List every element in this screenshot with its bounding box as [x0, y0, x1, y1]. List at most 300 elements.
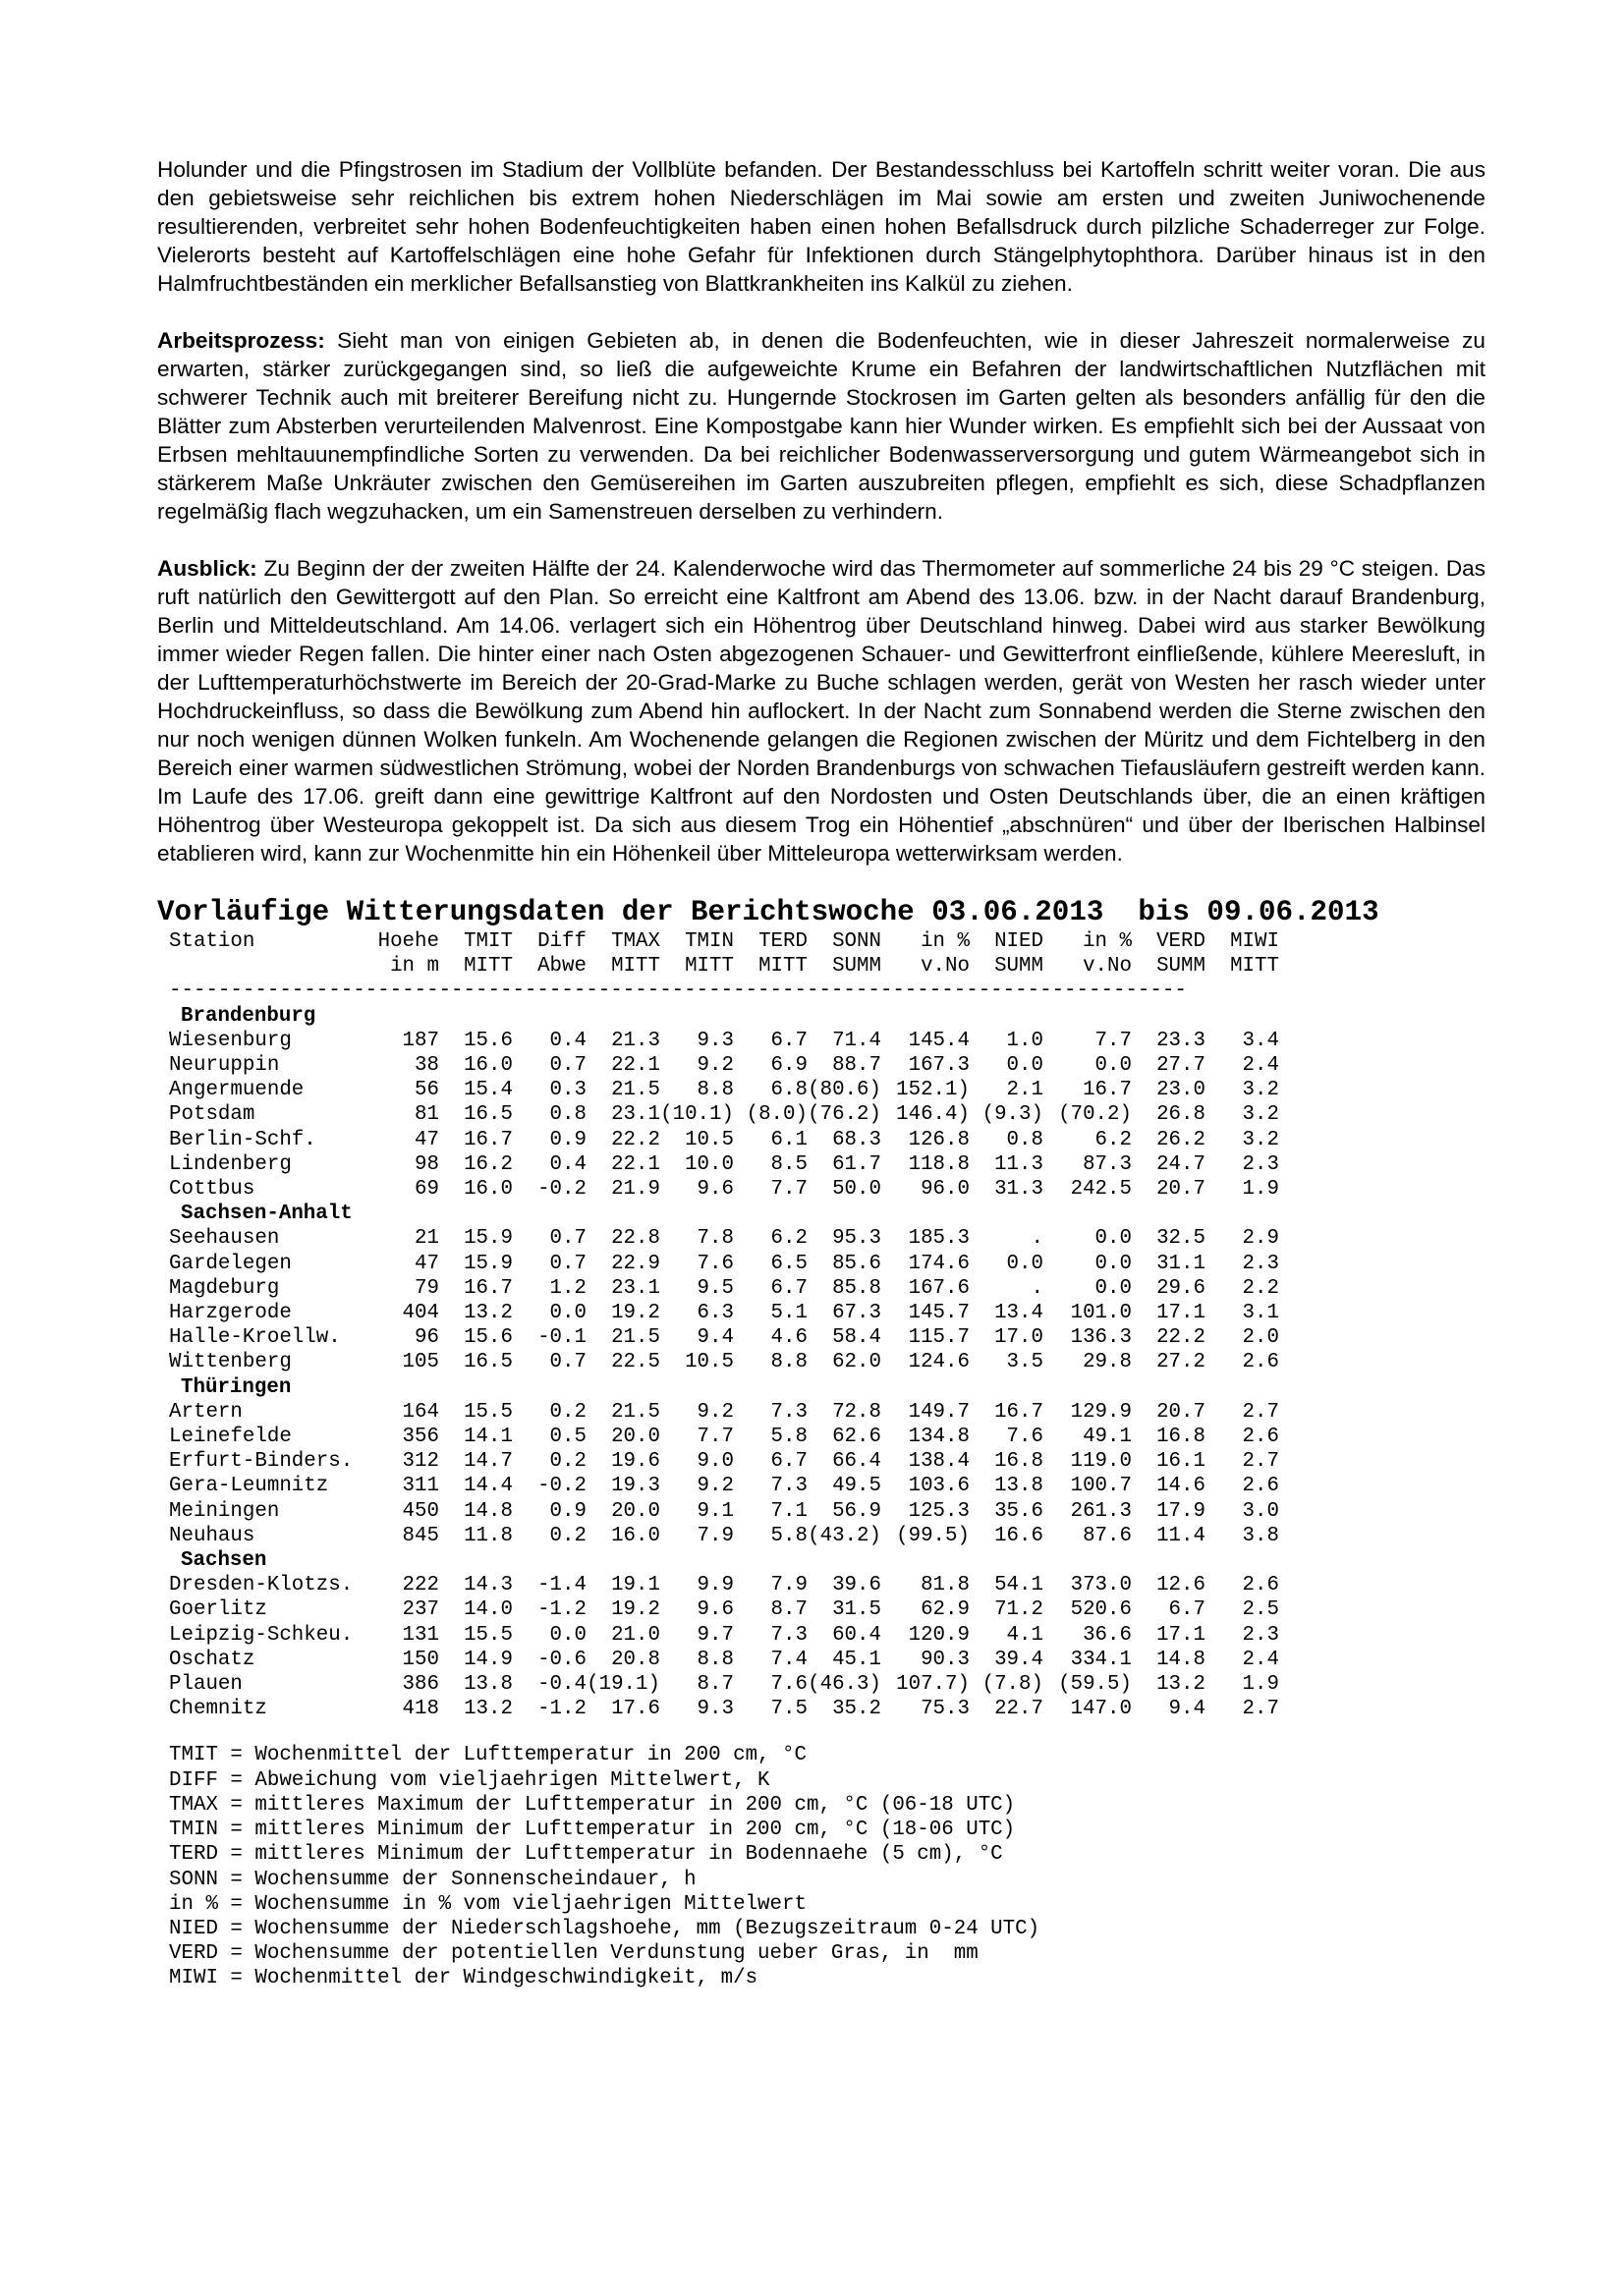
table-cell: 5.8 [770, 1426, 808, 1449]
table-cell: 9.0 [697, 1450, 734, 1474]
table-cell: 115.7 [908, 1326, 970, 1350]
table-cell: 131 [402, 1623, 439, 1647]
table-cell: 60.4 [832, 1623, 881, 1647]
region-name: Thüringen [181, 1375, 292, 1399]
table-cell: 6.3 [697, 1302, 734, 1325]
table-cell: 0.7 [549, 1252, 587, 1275]
table-cell: 2.0 [1242, 1326, 1279, 1350]
table-cell: 16.0 [464, 1054, 513, 1077]
table-cell: 22.2 [1156, 1326, 1205, 1350]
station-name: Wiesenburg [169, 1029, 292, 1052]
table-cell: 66.4 [832, 1450, 881, 1474]
table-cell: 13.4 [994, 1302, 1043, 1325]
table-cell: 126.8 [908, 1128, 970, 1151]
table-row [169, 1325, 1279, 1350]
station-name: Halle-Kroellw. [169, 1326, 341, 1350]
table-cell: 2.3 [1242, 1252, 1279, 1275]
table-cell: 39.6 [832, 1574, 881, 1597]
column-header: SUMM [994, 955, 1043, 979]
column-header: TMIT [464, 930, 513, 953]
table-cell: 75.3 [921, 1698, 970, 1721]
table-cell: 20.0 [611, 1426, 660, 1449]
station-name: Leipzig-Schkeu. [169, 1623, 354, 1647]
column-header: in % [921, 930, 970, 953]
table-cell: 36.6 [1083, 1623, 1132, 1647]
table-cell: 9.4 [697, 1326, 734, 1350]
station-name: Goerlitz [169, 1598, 267, 1622]
table-cell: 237 [402, 1598, 439, 1622]
table-cell: 312 [402, 1450, 439, 1474]
legend-item: DIFF = Abweichung vom vieljaehrigen Mittelwert, K [169, 1768, 770, 1792]
table-cell: 7.3 [770, 1400, 808, 1424]
table-cell: 2.6 [1242, 1475, 1279, 1498]
table-cell: 27.7 [1156, 1054, 1205, 1077]
table-cell: 16.5 [464, 1351, 513, 1374]
table-cell: 16.7 [464, 1276, 513, 1300]
table-cell: 185.3 [908, 1227, 970, 1251]
column-header: VERD [1156, 930, 1205, 953]
table-cell: 23.0 [1156, 1079, 1205, 1102]
table-cell: 0.4 [549, 1029, 587, 1052]
table-cell: 0.7 [549, 1227, 587, 1251]
column-header: Station [169, 930, 255, 953]
table-cell: 49.1 [1083, 1426, 1132, 1449]
document-page [157, 155, 1485, 1991]
table-cell: 6.7 [770, 1450, 808, 1474]
table-cell: 96.0 [921, 1178, 970, 1202]
table-cell: 0.0 [1094, 1227, 1132, 1251]
table-cell: 2.1 [1006, 1079, 1043, 1102]
table-cell: 68.3 [832, 1128, 881, 1151]
table-cell: 7.6 [770, 1673, 808, 1697]
region-name: Sachsen-Anhalt [181, 1203, 353, 1226]
table-row [169, 1648, 1279, 1672]
table-cell: 15.5 [464, 1400, 513, 1424]
table-cell: 19.1 [611, 1574, 660, 1597]
column-header: NIED [994, 930, 1043, 953]
station-name: Cottbus [169, 1178, 255, 1202]
table-cell: 6.1 [770, 1128, 808, 1151]
table-cell: 26.2 [1156, 1128, 1205, 1151]
table-cell: 152.1) [896, 1079, 970, 1102]
table-cell: 20.0 [611, 1499, 660, 1523]
table-cell: 0.3 [549, 1079, 587, 1102]
table-cell: (9.3) [981, 1103, 1043, 1127]
table-cell: 9.7 [697, 1623, 734, 1647]
table-cell: 7.7 [770, 1178, 808, 1202]
table-cell: 23.1 [611, 1276, 660, 1300]
table-cell: 24.7 [1156, 1152, 1205, 1176]
table-cell: 22.8 [611, 1227, 660, 1251]
table-cell: 107.7) [896, 1673, 970, 1697]
table-cell: 8.8 [770, 1351, 808, 1374]
table-cell: 164 [402, 1400, 439, 1424]
table-cell: 21.3 [611, 1029, 660, 1052]
table-cell: 845 [402, 1524, 439, 1547]
table-cell: 1.9 [1242, 1673, 1279, 1697]
table-cell: 21.5 [611, 1400, 660, 1424]
station-name: Lindenberg [169, 1152, 292, 1176]
table-cell: 22.1 [611, 1152, 660, 1176]
table-cell: 2.3 [1242, 1623, 1279, 1647]
table-cell: 7.4 [770, 1648, 808, 1671]
table-cell: 8.7 [697, 1673, 734, 1697]
table-cell: 29.8 [1083, 1351, 1132, 1374]
table-cell: 7.5 [770, 1698, 808, 1721]
table-cell: 145.7 [908, 1302, 970, 1325]
table-cell: 81 [415, 1103, 439, 1127]
table-cell: 23.1 [611, 1103, 660, 1127]
table-cell: 22.2 [611, 1128, 660, 1151]
table-cell: 103.6 [908, 1475, 970, 1498]
table-cell: 125.3 [908, 1499, 970, 1523]
table-cell: 0.8 [549, 1103, 587, 1127]
station-name: Neuruppin [169, 1054, 280, 1077]
region-header-row [169, 1202, 1279, 1226]
table-cell: 0.0 [549, 1302, 587, 1325]
table-cell: 54.1 [994, 1574, 1043, 1597]
column-header: MITT [758, 955, 808, 979]
table-cell: 39.4 [994, 1648, 1043, 1671]
table-cell: 32.5 [1156, 1227, 1205, 1251]
table-cell: 14.0 [464, 1598, 513, 1622]
table-cell: (10.1) [660, 1103, 734, 1127]
table-cell: 17.1 [1156, 1623, 1205, 1647]
table-cell: 7.9 [770, 1574, 808, 1597]
table-cell: 95.3 [832, 1227, 881, 1251]
table-separator: ----------------------------------------------------------------------------------- [169, 980, 1187, 1003]
table-cell: 61.7 [832, 1152, 881, 1176]
table-cell: 16.7 [1083, 1079, 1132, 1102]
table-cell: 5.1 [770, 1302, 808, 1325]
table-cell: 187 [402, 1029, 439, 1052]
table-cell: 62.9 [921, 1598, 970, 1622]
table-row [169, 1301, 1279, 1325]
table-cell: 15.9 [464, 1252, 513, 1275]
table-cell: 134.8 [908, 1426, 970, 1449]
station-name: Plauen [169, 1673, 243, 1697]
table-cell: 13.2 [1156, 1673, 1205, 1697]
table-cell: 15.6 [464, 1326, 513, 1350]
region-header-row [169, 1375, 1279, 1400]
table-cell: 9.5 [697, 1276, 734, 1300]
table-cell: 3.0 [1242, 1499, 1279, 1523]
station-name: Gera-Leumnitz [169, 1475, 329, 1498]
table-cell: 0.0 [1094, 1276, 1132, 1300]
table-cell: 19.3 [611, 1475, 660, 1498]
column-header: in m [390, 955, 439, 979]
column-header: SUMM [832, 955, 881, 979]
table-cell: 520.6 [1070, 1598, 1132, 1622]
column-header: Abwe [537, 955, 587, 979]
table-cell: . [1031, 1227, 1043, 1251]
table-cell: 2.9 [1242, 1227, 1279, 1251]
table-cell: 0.5 [549, 1426, 587, 1449]
table-cell: 88.7 [832, 1054, 881, 1077]
table-cell: 2.6 [1242, 1574, 1279, 1597]
column-header: in % [1083, 930, 1132, 953]
table-row [169, 1597, 1279, 1622]
table-cell: 2.2 [1242, 1276, 1279, 1300]
table-cell: 120.9 [908, 1623, 970, 1647]
table-cell: 0.0 [1006, 1252, 1043, 1275]
table-cell: 0.7 [549, 1351, 587, 1374]
table-cell: 100.7 [1070, 1475, 1132, 1498]
table-cell: 3.8 [1242, 1524, 1279, 1547]
table-cell: 14.7 [464, 1450, 513, 1474]
legend-item: VERD = Wochensumme der potentiellen Verdunstung ueber Gras, in mm [169, 1942, 979, 1966]
table-cell: 3.2 [1242, 1128, 1279, 1151]
weather-data-table [169, 929, 1279, 979]
legend-item: TERD = mittleres Minimum der Lufttemperatur in Bodennaehe (5 cm), °C [169, 1843, 1003, 1867]
table-cell: 49.5 [832, 1475, 881, 1498]
station-name: Dresden-Klotzs. [169, 1574, 354, 1597]
table-cell: 404 [402, 1302, 439, 1325]
table-cell: 17.9 [1156, 1499, 1205, 1523]
table-row [169, 1400, 1279, 1425]
table-row [169, 1350, 1279, 1374]
table-cell: (80.6) [808, 1079, 881, 1102]
table-cell: 0.2 [549, 1450, 587, 1474]
table-cell: 9.2 [697, 1400, 734, 1424]
legend-item: TMIN = mittleres Minimum der Lufttemperatur in 200 cm, °C (18-06 UTC) [169, 1819, 1016, 1842]
table-cell: 17.1 [1156, 1302, 1205, 1325]
table-cell: (70.2) [1058, 1103, 1132, 1127]
table-cell: 14.6 [1156, 1475, 1205, 1498]
table-cell: 0.0 [549, 1623, 587, 1647]
table-cell: 16.8 [994, 1450, 1043, 1474]
table-cell: 21 [415, 1227, 439, 1251]
table-cell: 22.5 [611, 1351, 660, 1374]
table-cell: 14.1 [464, 1426, 513, 1449]
table-cell: 119.0 [1070, 1450, 1132, 1474]
header-row [169, 954, 1279, 979]
table-cell: -1.2 [537, 1698, 587, 1721]
column-header: MIWI [1230, 930, 1279, 953]
table-cell: 2.6 [1242, 1351, 1279, 1374]
table-cell: 79 [415, 1276, 439, 1300]
table-cell: 10.0 [685, 1152, 734, 1176]
table-cell: 20.8 [611, 1648, 660, 1671]
station-name: Angermuende [169, 1079, 305, 1102]
table-row [169, 1276, 1279, 1301]
table-cell: 7.3 [770, 1475, 808, 1498]
table-row [169, 1226, 1279, 1251]
column-header: MITT [685, 955, 734, 979]
header-row [169, 929, 1279, 954]
table-cell: 9.9 [697, 1574, 734, 1597]
paragraph-intro: Holunder und die Pfingstrosen im Stadium der Vollblüte befanden. Der Bestandesschluss bei Kartoffeln schritt weiter voran. Die aus den gebietsweise sehr reichlichen bis extrem hohen Niederschlägen im Mai sowie am ersten und zweiten Juniwochenende resultierenden, verbreitet sehr hohen Bodenfeuchtigkeiten haben einen hohen Befallsdruck durch pilzliche Schaderreger zur Folge. Vielerorts besteht auf Kartoffelschlägen eine hohe Gefahr für Infektionen durch Stängelphytophthora. Darüber hinaus ist in den Halmfruchtbeständen ein merklicher Befallsanstieg von Blattkrankheiten ins Kalkül zu ziehen. [157, 157, 1485, 296]
table-cell: 14.4 [464, 1475, 513, 1498]
table-cell: 23.3 [1156, 1029, 1205, 1052]
column-header: TMAX [611, 930, 660, 953]
table-cell: (46.3) [808, 1673, 881, 1697]
station-name: Gardelegen [169, 1252, 292, 1275]
table-cell: 0.0 [1094, 1252, 1132, 1275]
table-cell: 0.0 [1006, 1054, 1043, 1077]
table-cell: 6.8 [770, 1079, 808, 1102]
table-cell: 6.2 [770, 1227, 808, 1251]
table-cell: 145.4 [908, 1029, 970, 1052]
table-cell: 222 [402, 1574, 439, 1597]
legend-item: in % = Wochensumme in % vom vieljaehrigen Mittelwert [169, 1892, 807, 1916]
table-cell: 167.3 [908, 1054, 970, 1077]
table-row [169, 1499, 1279, 1524]
table-cell: 2.7 [1242, 1400, 1279, 1424]
table-cell: (99.5) [896, 1524, 970, 1547]
table-cell: 334.1 [1070, 1648, 1132, 1671]
table-row [169, 1102, 1279, 1127]
table-cell: 0.9 [549, 1499, 587, 1523]
table-cell: 15.6 [464, 1029, 513, 1052]
column-header: MITT [1230, 955, 1279, 979]
table-cell: 13.2 [464, 1698, 513, 1721]
station-name: Wittenberg [169, 1351, 292, 1374]
column-header: SONN [832, 930, 881, 953]
station-name: Erfurt-Binders. [169, 1450, 354, 1474]
station-name: Harzgerode [169, 1302, 292, 1325]
table-cell: 69 [415, 1178, 439, 1202]
table-cell: 16.0 [464, 1178, 513, 1202]
table-cell: 16.8 [1156, 1426, 1205, 1449]
table-cell: 16.1 [1156, 1450, 1205, 1474]
table-cell: 10.5 [685, 1351, 734, 1374]
table-cell: 16.0 [611, 1524, 660, 1547]
table-cell: 2.4 [1242, 1054, 1279, 1077]
table-cell: 0.2 [549, 1524, 587, 1547]
table-cell: 13.8 [994, 1475, 1043, 1498]
table-cell: 242.5 [1070, 1178, 1132, 1202]
table-cell: 124.6 [908, 1351, 970, 1374]
table-cell: 85.6 [832, 1252, 881, 1275]
table-cell: (19.1) [587, 1673, 660, 1697]
table-cell: 16.6 [994, 1524, 1043, 1547]
table-cell: 3.1 [1242, 1302, 1279, 1325]
legend-item: TMIT = Wochenmittel der Lufttemperatur in 200 cm, °C [169, 1744, 807, 1767]
table-cell: -0.4 [537, 1673, 587, 1697]
table-cell: 0.2 [549, 1400, 587, 1424]
table-title: Vorläufige Witterungsdaten der Berichtswoche 03.06.2013 bis 09.06.2013 [157, 896, 1379, 928]
region-header-row [169, 1004, 1279, 1029]
table-cell: 21.9 [611, 1178, 660, 1202]
table-cell: -1.2 [537, 1598, 587, 1622]
paragraph-ausblick: Ausblick: Zu Beginn der der zweiten Hälfte der 24. Kalenderwoche wird das Thermometer auf sommerliche 24 bis 29 °C steigen. Das ruft natürlich den Gewittergott auf den Plan. So erreicht eine Kaltfront am Abend des 13.06. bzw. in der Nacht darauf Brandenburg, Berlin und Mitteldeutschland. Am 14.06. verlagert sich ein Höhentrog über Deutschland hinweg. Dabei wird aus starker Bewölkung immer wieder Regen fallen. Die hinter einer nach Osten abgezogenen Schauer- und Gewitterfront einfließende, kühlere Meeresluft, in der Lufttemperaturhöchstwerte im Bereich der 20-Grad-Marke zu Buche schlagen werden, gerät von Westen her rasch wieder unter Hochdruckeinfluss, so dass die Bewölkung zum Abend hin auflockert. In der Nacht zum Sonnabend werden die Sterne zwischen den nur noch wenigen dünnen Wolken funkeln. Am Wochenende gelangen die Regionen zwischen der Müritz und dem Fichtelberg in den Bereich einer warmen südwestlichen Strömung, wobei der Norden Brandenburgs von schwachen Tiefausläufern gestreift werden kann. Im Laufe des 17.06. greift dann eine gewittrige Kaltfront auf den Nordosten und Osten Deutschlands über, die an einen kräftigen Höhentrog über Westeuropa gekoppelt ist. Da sich aus diesem Trog ein Höhentief „abschnüren“ und über der Iberischen Halbinsel etablieren wird, kann zur Wochenmitte hin ein Höhenkeil über Mitteleuropa wetterwirksam werden. [157, 556, 1485, 866]
table-cell: 7.1 [770, 1499, 808, 1523]
table-cell: 17.6 [611, 1698, 660, 1721]
station-name: Neuhaus [169, 1524, 255, 1547]
table-cell: 6.7 [770, 1029, 808, 1052]
table-cell: 174.6 [908, 1252, 970, 1275]
table-cell: 71.4 [832, 1029, 881, 1052]
paragraph-arbeitsprozess: Arbeitsprozess: Sieht man von einigen Gebieten ab, in denen die Bodenfeuchten, wie in dieser Jahreszeit normalerweise zu erwarten, stärker zurückgegangen sind, so ließ die aufgeweichte Krume ein Befahren der landwirtschaftlichen Nutzflächen mit schwerer Technik auch mit breiterer Bereifung nicht zu. Hungernde Stockrosen im Garten gelten als besonders anfällig für den die Blätter zum Absterben verurteilenden Malvenrost. Eine Kompostgabe kann hier Wunder wirken. Es empfiehlt sich bei der Aussaat von Erbsen mehltauunempfindliche Sorten zu verwenden. Da bei reichlicher Bodenwasserversorgung und gutem Wärmeangebot sich in stärkerem Maße Unkräuter zwischen den Gemüsereihen im Garten auszubreiten pflegen, empfiehlt es sich, diese Schadpflanzen regelmäßig flach wegzuhacken, um ein Samenstreuen derselben zu verhindern. [157, 328, 1485, 524]
station-name: Seehausen [169, 1227, 280, 1251]
paragraph-label-arbeitsprozess: Arbeitsprozess: [157, 328, 325, 353]
column-header: SUMM [1156, 955, 1205, 979]
table-cell: 149.7 [908, 1400, 970, 1424]
station-name: Meiningen [169, 1499, 280, 1523]
table-cell: 21.5 [611, 1079, 660, 1102]
table-cell: 9.6 [697, 1598, 734, 1622]
table-cell: 7.3 [770, 1623, 808, 1647]
table-row [169, 1573, 1279, 1597]
table-cell: 0.9 [549, 1128, 587, 1151]
station-name: Artern [169, 1400, 243, 1424]
table-cell: 2.7 [1242, 1450, 1279, 1474]
table-cell: (7.8) [981, 1673, 1043, 1697]
table-cell: 8.7 [770, 1598, 808, 1622]
table-cell: 15.5 [464, 1623, 513, 1647]
column-header: MITT [611, 955, 660, 979]
table-cell: 14.9 [464, 1648, 513, 1671]
table-cell: 71.2 [994, 1598, 1043, 1622]
table-row [169, 1029, 1279, 1053]
table-cell: 21.5 [611, 1326, 660, 1350]
table-cell: 2.3 [1242, 1152, 1279, 1176]
column-header: TERD [758, 930, 808, 953]
table-cell: 8.8 [697, 1648, 734, 1671]
table-cell: -0.6 [537, 1648, 587, 1671]
table-cell: 31.5 [832, 1598, 881, 1622]
table-cell: 150 [402, 1648, 439, 1671]
table-cell: 6.9 [770, 1054, 808, 1077]
table-cell: -0.2 [537, 1178, 587, 1202]
table-cell: (8.0) [746, 1103, 808, 1127]
table-cell: 1.2 [549, 1276, 587, 1300]
table-cell: 105 [402, 1351, 439, 1374]
table-cell: 118.8 [908, 1152, 970, 1176]
table-cell: 13.8 [464, 1673, 513, 1697]
table-cell: (59.5) [1058, 1673, 1132, 1697]
table-cell: 10.5 [685, 1128, 734, 1151]
station-name: Berlin-Schf. [169, 1128, 316, 1151]
table-row [169, 1697, 1279, 1721]
weather-data-body [169, 1004, 1279, 1722]
column-header: Diff [537, 930, 587, 953]
table-cell: 35.6 [994, 1499, 1043, 1523]
table-cell: 11.4 [1156, 1524, 1205, 1547]
table-cell: 22.9 [611, 1252, 660, 1275]
table-cell: 7.6 [697, 1252, 734, 1275]
table-row [169, 1474, 1279, 1498]
table-cell: 0.4 [549, 1152, 587, 1176]
table-cell: 19.2 [611, 1598, 660, 1622]
table-cell: 129.9 [1070, 1400, 1132, 1424]
table-cell: 7.7 [1094, 1029, 1132, 1052]
table-cell: 20.7 [1156, 1178, 1205, 1202]
table-row [169, 1623, 1279, 1648]
station-name: Oschatz [169, 1648, 255, 1671]
table-cell: 9.1 [697, 1499, 734, 1523]
table-cell: 19.2 [611, 1302, 660, 1325]
table-cell: 7.6 [1006, 1426, 1043, 1449]
table-row [169, 1053, 1279, 1078]
region-name: Sachsen [181, 1549, 267, 1573]
table-cell: 15.9 [464, 1227, 513, 1251]
table-row [169, 1252, 1279, 1276]
table-cell: 6.2 [1094, 1128, 1132, 1151]
table-cell: 11.3 [994, 1152, 1043, 1176]
table-cell: 8.5 [770, 1152, 808, 1176]
table-row [169, 1078, 1279, 1102]
column-header: TMIN [685, 930, 734, 953]
table-cell: 16.7 [994, 1400, 1043, 1424]
table-cell: 22.1 [611, 1054, 660, 1077]
table-cell: 98 [415, 1152, 439, 1176]
legend [169, 1743, 1485, 1990]
table-cell: 22.7 [994, 1698, 1043, 1721]
table-cell: 450 [402, 1499, 439, 1523]
column-header [169, 954, 365, 979]
